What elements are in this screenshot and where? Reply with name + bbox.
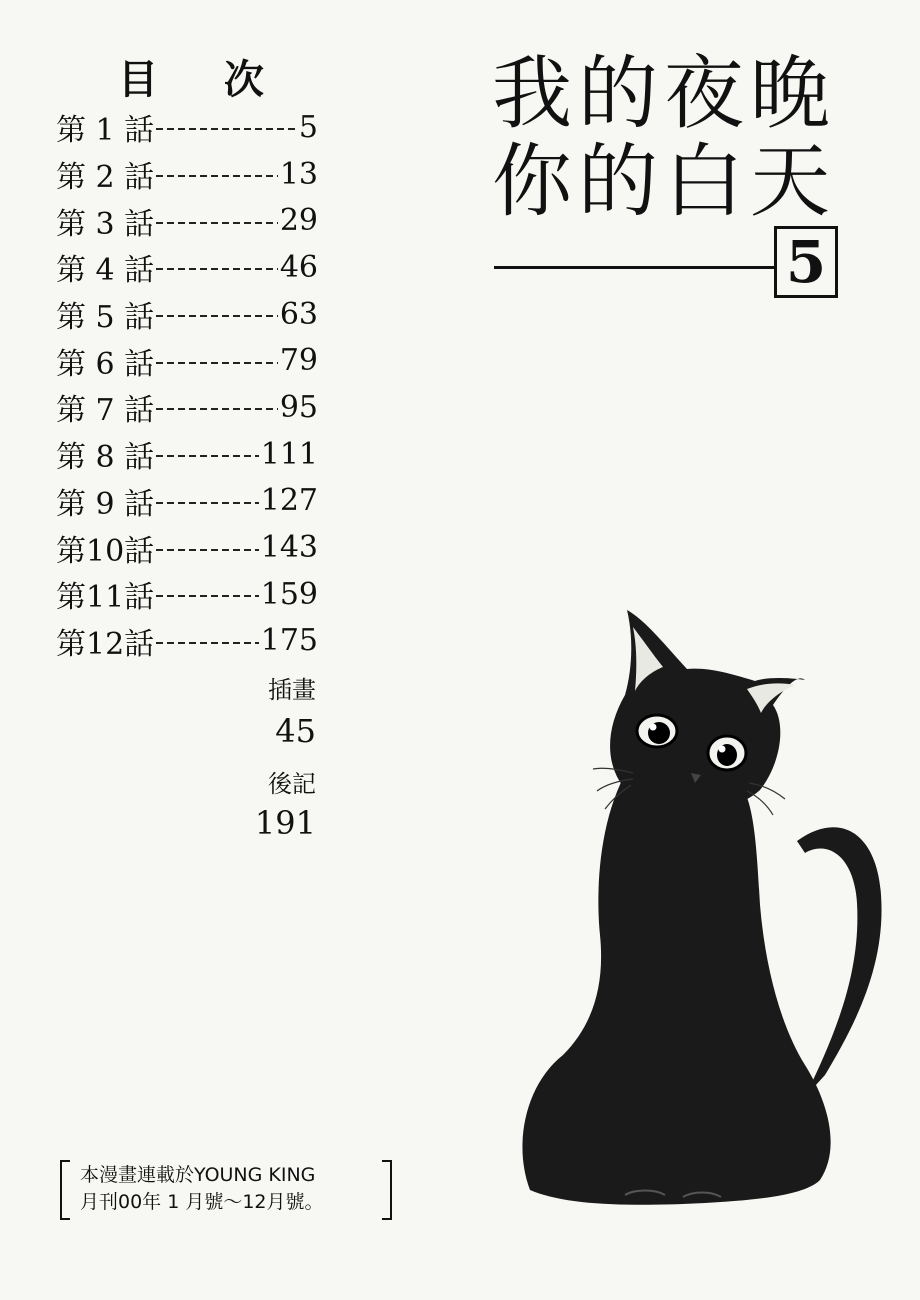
toc-entry bbox=[56, 571, 318, 618]
toc-leader-dots bbox=[156, 549, 259, 551]
toc-leader-dots bbox=[156, 175, 278, 177]
toc-entry-page: 63 bbox=[279, 296, 318, 332]
cat-body bbox=[522, 755, 830, 1205]
illustration-section-label: 插畫 bbox=[268, 676, 316, 704]
toc-entry-label: 第 2 話 bbox=[56, 160, 155, 196]
toc-entry bbox=[56, 197, 318, 244]
toc-entry bbox=[56, 618, 318, 665]
toc-entry-label: 第12話 bbox=[56, 626, 155, 662]
toc-entry-label: 第 8 話 bbox=[56, 440, 155, 476]
toc-leader-dots bbox=[156, 455, 259, 457]
afterword-section-label: 後記 bbox=[268, 770, 316, 798]
toc-entry-page: 175 bbox=[260, 623, 318, 659]
toc-entry bbox=[56, 291, 318, 338]
toc-entry-page: 29 bbox=[279, 203, 318, 239]
note-bracket-right bbox=[382, 1160, 392, 1220]
book-title bbox=[492, 47, 836, 228]
toc-leader-dots bbox=[156, 595, 259, 597]
toc-leader-dots bbox=[156, 268, 278, 270]
toc-leader-dots bbox=[156, 128, 297, 130]
toc-leader-dots bbox=[156, 222, 278, 224]
toc-leader-dots bbox=[156, 362, 278, 364]
toc-entry bbox=[56, 337, 318, 384]
volume-number: 5 bbox=[785, 228, 827, 296]
illustration-section-page: 45 bbox=[275, 712, 316, 750]
afterword-section-page: 191 bbox=[254, 804, 316, 842]
title-rule bbox=[494, 266, 774, 269]
toc-entry-label: 第 5 話 bbox=[56, 300, 155, 336]
note-line-2: 月刊00年 1 月號～12月號。 bbox=[80, 1191, 324, 1213]
book-title-line-1: 我的夜晚 bbox=[492, 47, 836, 140]
toc-entry-page: 143 bbox=[260, 530, 318, 566]
toc-leader-dots bbox=[156, 642, 259, 644]
toc-entry bbox=[56, 384, 318, 431]
volume-number-box bbox=[774, 226, 838, 298]
toc-leader-dots bbox=[156, 315, 278, 317]
toc-entry-page: 95 bbox=[279, 389, 318, 425]
toc-entry-label: 第10話 bbox=[56, 533, 155, 569]
toc-entry bbox=[56, 431, 318, 478]
toc-entry bbox=[56, 478, 318, 525]
serialization-note bbox=[60, 1160, 392, 1220]
toc-leader-dots bbox=[156, 502, 259, 504]
toc-leader-dots bbox=[156, 408, 278, 410]
toc-entry-label: 第 4 話 bbox=[56, 253, 155, 289]
black-cat-illustration bbox=[505, 605, 905, 1215]
book-title-line-2: 你的白天 bbox=[492, 135, 836, 228]
toc-entry-page: 79 bbox=[279, 343, 318, 379]
toc-entry-label: 第 9 話 bbox=[56, 486, 155, 522]
toc-entry bbox=[56, 524, 318, 571]
toc-entry bbox=[56, 244, 318, 291]
toc-entry-page: 111 bbox=[260, 436, 318, 472]
note-line-1: 本漫畫連載於YOUNG KING bbox=[80, 1164, 316, 1186]
toc-entry bbox=[56, 104, 318, 151]
toc-entry-page: 13 bbox=[279, 156, 318, 192]
toc-entry-label: 第 6 話 bbox=[56, 346, 155, 382]
toc-entry-page: 5 bbox=[298, 109, 318, 145]
toc-list bbox=[56, 104, 318, 664]
toc-heading: 目 次 bbox=[118, 57, 290, 103]
toc-entry-label: 第 7 話 bbox=[56, 393, 155, 429]
toc-entry-page: 127 bbox=[260, 483, 318, 519]
toc-entry-page: 159 bbox=[260, 576, 318, 612]
toc-entry-label: 第 3 話 bbox=[56, 206, 155, 242]
toc-entry bbox=[56, 151, 318, 198]
note-bracket-left bbox=[60, 1160, 70, 1220]
toc-entry-page: 46 bbox=[279, 249, 318, 285]
toc-entry-label: 第11話 bbox=[56, 580, 155, 616]
cat-tail bbox=[797, 827, 882, 1097]
toc-entry-label: 第 1 話 bbox=[56, 113, 155, 149]
